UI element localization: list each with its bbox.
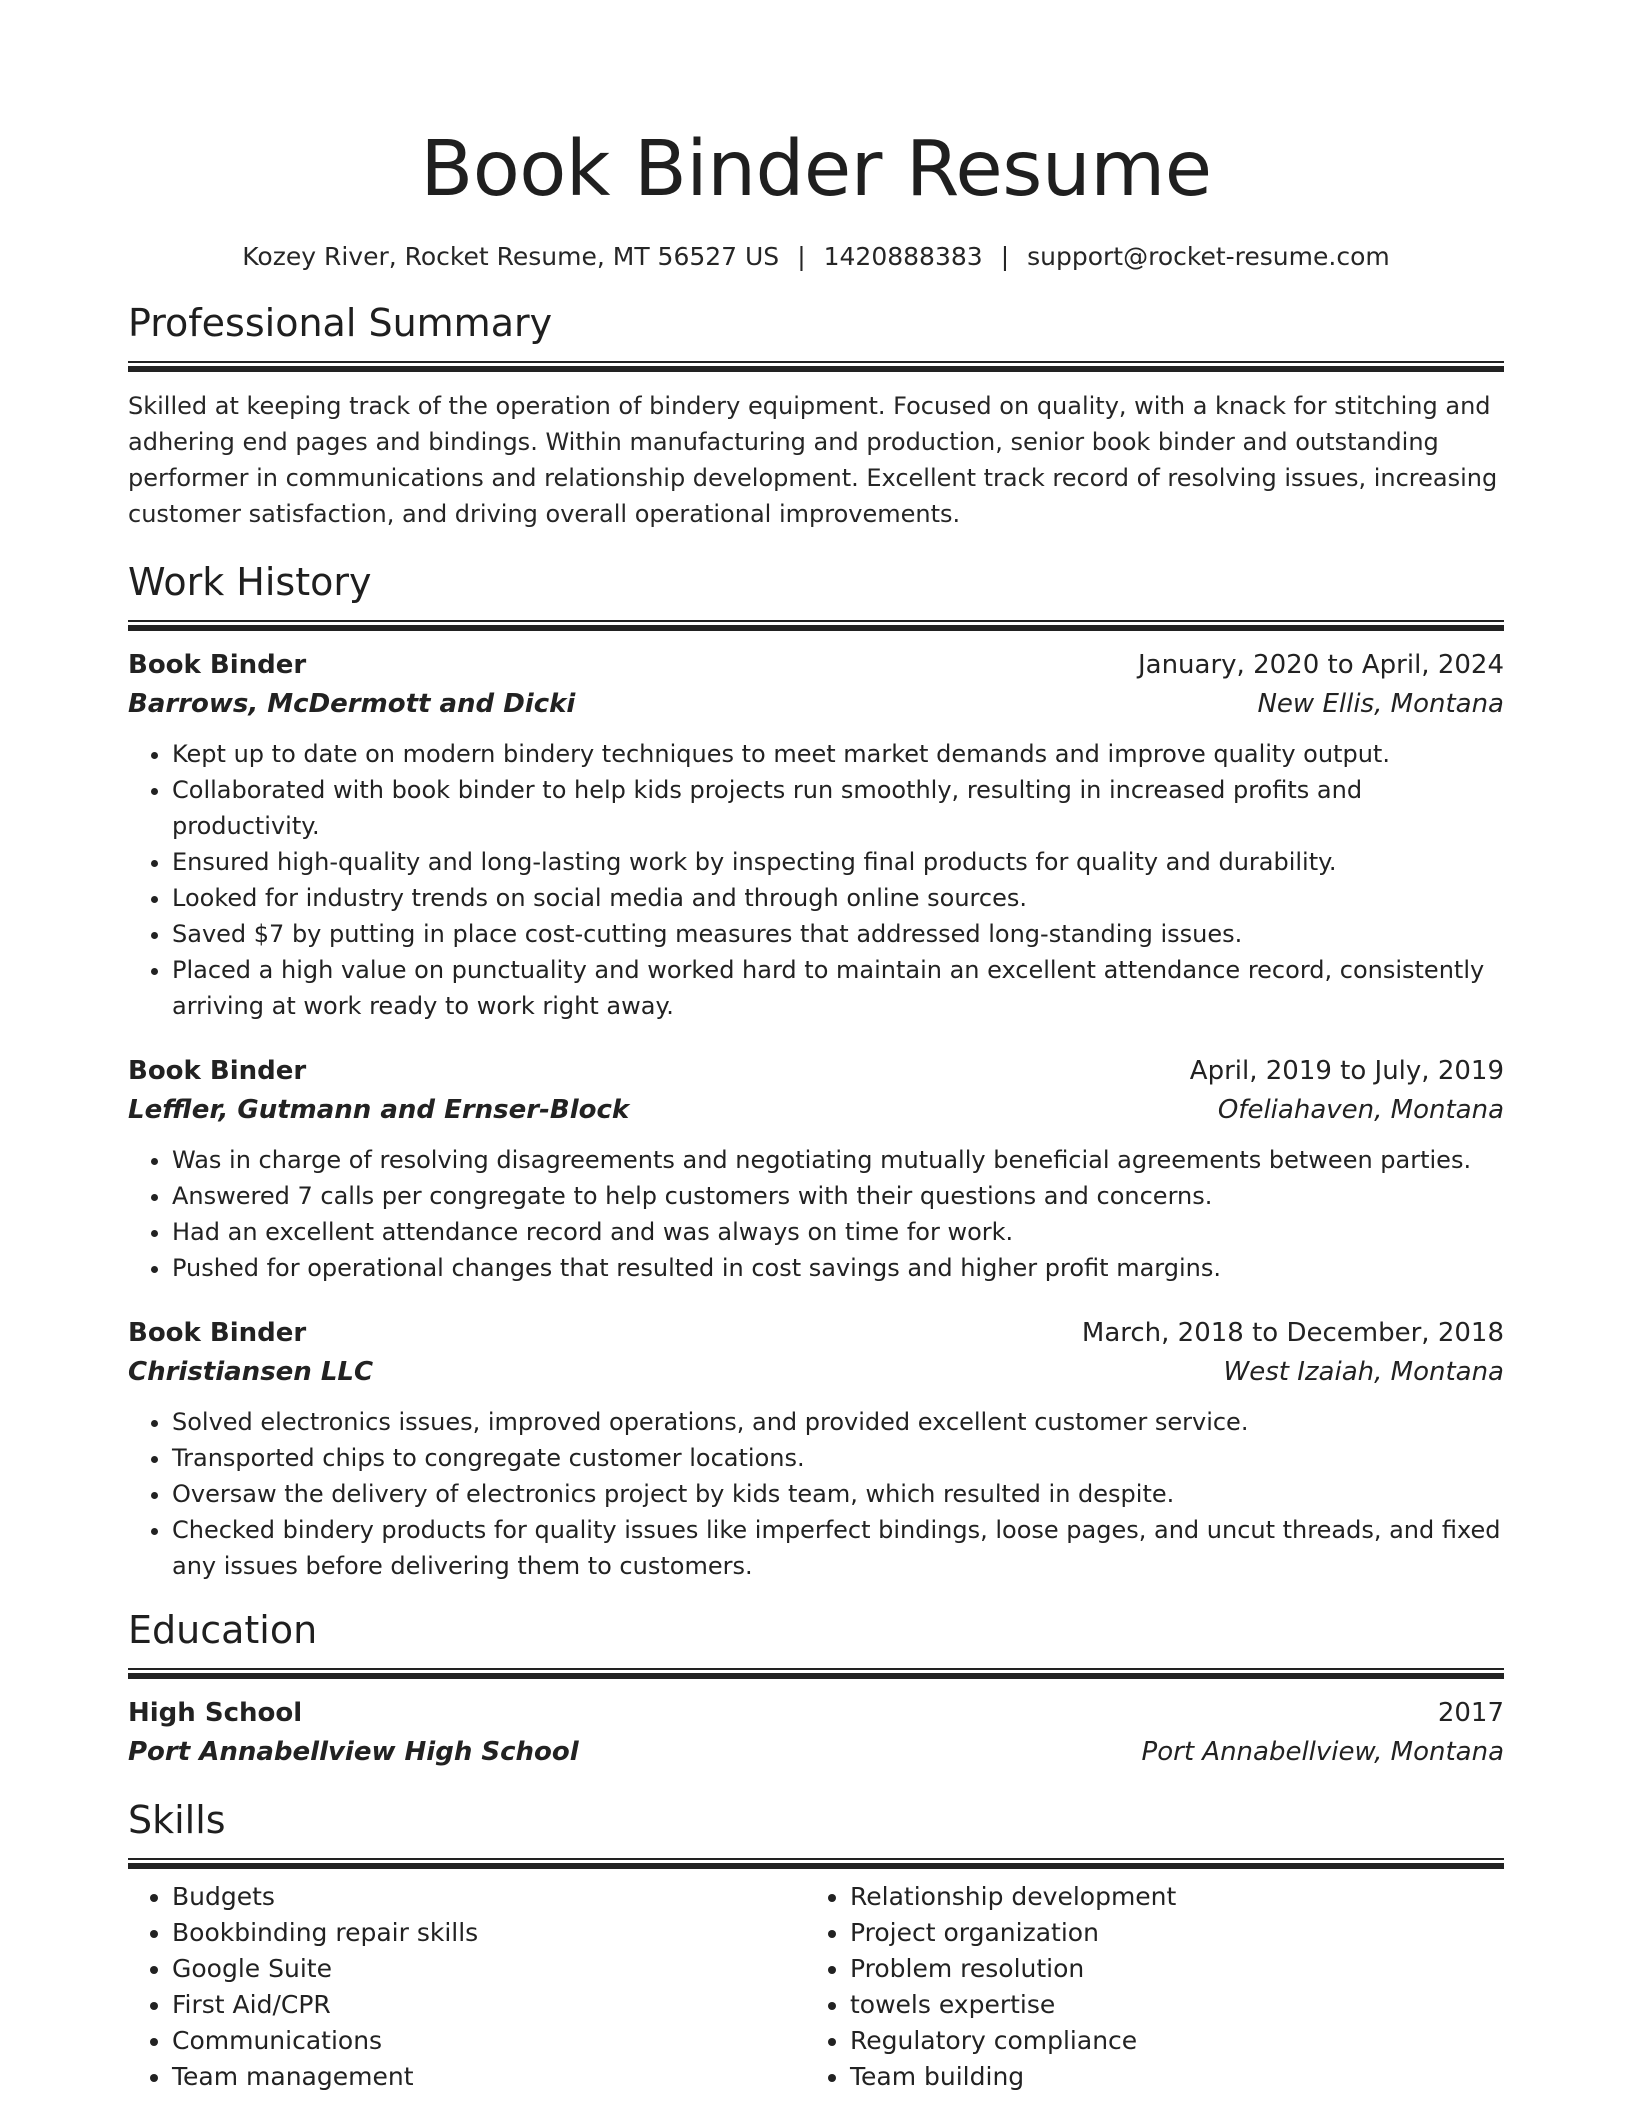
summary-section bbox=[128, 297, 1504, 532]
job-dates: April, 2019 to July, 2019 bbox=[1189, 1056, 1504, 1086]
skill-item: • Bookbinding repair skills bbox=[172, 1915, 806, 1951]
job-header-row bbox=[128, 646, 1504, 684]
skill-item: • First Aid/CPR bbox=[172, 1987, 806, 2023]
job-header-row bbox=[128, 1052, 1504, 1090]
skills-grid bbox=[128, 1879, 1504, 2095]
skill-item: • Problem resolution bbox=[850, 1951, 1484, 1987]
job-bullet: • Kept up to date on modern bindery techniques to meet market demands and improve quality output. bbox=[172, 736, 1504, 772]
skill-item: • Google Suite bbox=[172, 1951, 806, 1987]
job-location: New Ellis, Montana bbox=[1257, 689, 1504, 719]
section-divider bbox=[128, 361, 1504, 372]
skill-item: • Communications bbox=[172, 2023, 806, 2059]
job-bullet: • Was in charge of resolving disagreements and negotiating mutually beneficial agreements between parties. bbox=[172, 1142, 1504, 1178]
contact-email: support@rocket-resume.com bbox=[1027, 242, 1390, 271]
job-dates: January, 2020 to April, 2024 bbox=[1137, 650, 1504, 680]
job-bullet: • Ensured high-quality and long-lasting work by inspecting final products for quality and durability. bbox=[172, 844, 1504, 880]
job-location: Ofeliahaven, Montana bbox=[1217, 1095, 1504, 1125]
section-divider bbox=[128, 1858, 1504, 1869]
resume-title: Book Binder Resume bbox=[420, 125, 1212, 214]
work-history-section bbox=[128, 556, 1504, 1584]
job-company-row bbox=[128, 1352, 1504, 1392]
contact-address: Kozey River, Rocket Resume, MT 56527 US bbox=[242, 242, 780, 271]
job-bullet: • Answered 7 calls per congregate to help customers with their questions and concerns. bbox=[172, 1178, 1504, 1214]
education-header-row bbox=[128, 1694, 1504, 1732]
skills-column-left bbox=[128, 1879, 806, 2095]
contact-phone: 1420888383 bbox=[823, 242, 983, 271]
job-bullet: • Looked for industry trends on social media and through online sources. bbox=[172, 880, 1504, 916]
job-bullet: • Transported chips to congregate customer locations. bbox=[172, 1440, 1504, 1476]
job-bullets bbox=[128, 736, 1504, 1024]
job-entry bbox=[128, 646, 1504, 1024]
contact-separator: | bbox=[1000, 242, 1010, 271]
job-bullet: • Collaborated with book binder to help kids projects run smoothly, resulting in increased profits and productivity. bbox=[172, 772, 1504, 844]
job-company-row bbox=[128, 684, 1504, 724]
education-degree: High School bbox=[128, 1698, 303, 1728]
job-header-row bbox=[128, 1314, 1504, 1352]
job-title: Book Binder bbox=[128, 1056, 307, 1086]
section-divider bbox=[128, 1668, 1504, 1679]
contact-line bbox=[128, 239, 1504, 275]
job-company: Leffler, Gutmann and Ernser-Block bbox=[128, 1095, 630, 1125]
skill-item: • Project organization bbox=[850, 1915, 1484, 1951]
skill-item: • towels expertise bbox=[850, 1987, 1484, 2023]
skills-column-right bbox=[806, 1879, 1484, 2095]
resume-page bbox=[128, 0, 1504, 2095]
education-location: Port Annabellview, Montana bbox=[1141, 1737, 1504, 1767]
job-dates: March, 2018 to December, 2018 bbox=[1081, 1318, 1504, 1348]
contact-separator: | bbox=[797, 242, 806, 271]
job-company: Barrows, McDermott and Dicki bbox=[128, 689, 576, 719]
job-bullet: • Placed a high value on punctuality and worked hard to maintain an excellent attendance record, consistently arriving at work ready to work right away. bbox=[172, 952, 1504, 1024]
education-section bbox=[128, 1604, 1504, 1772]
job-title: Book Binder bbox=[128, 650, 307, 680]
education-year: 2017 bbox=[1437, 1698, 1504, 1728]
job-bullet: • Pushed for operational changes that resulted in cost savings and higher profit margins. bbox=[172, 1250, 1504, 1286]
section-title-summary: Professional Summary bbox=[128, 301, 553, 345]
job-bullet: • Had an excellent attendance record and was always on time for work. bbox=[172, 1214, 1504, 1250]
job-bullet: • Saved $7 by putting in place cost-cutting measures that addressed long-standing issues. bbox=[172, 916, 1504, 952]
skill-item: • Relationship development bbox=[850, 1879, 1484, 1915]
section-title-skills: Skills bbox=[128, 1798, 226, 1842]
skill-item: • Team management bbox=[172, 2059, 806, 2095]
job-entry bbox=[128, 1314, 1504, 1584]
skills-section bbox=[128, 1794, 1504, 2095]
skill-item: • Regulatory compliance bbox=[850, 2023, 1484, 2059]
education-school: Port Annabellview High School bbox=[128, 1737, 579, 1767]
section-title-work-history: Work History bbox=[128, 560, 372, 604]
job-bullets bbox=[128, 1142, 1504, 1286]
section-title-education: Education bbox=[128, 1608, 318, 1652]
skill-item: • Team building bbox=[850, 2059, 1484, 2095]
education-school-row bbox=[128, 1732, 1504, 1772]
job-bullet: • Solved electronics issues, improved operations, and provided excellent customer service. bbox=[172, 1404, 1504, 1440]
section-divider bbox=[128, 620, 1504, 631]
job-company-row bbox=[128, 1090, 1504, 1130]
education-entry bbox=[128, 1694, 1504, 1772]
summary-text: Skilled at keeping track of the operation of bindery equipment. Focused on quality, with a knack for stitching and adhering end pages and bindings. Within manufacturing and production, senior book binder and outstanding performer in communications and relationship development. Excellent track record of resolving issues, increasing customer satisfaction, and driving overall operational improvements. bbox=[128, 392, 1498, 528]
job-location: West Izaiah, Montana bbox=[1223, 1357, 1504, 1387]
job-title: Book Binder bbox=[128, 1318, 307, 1348]
job-bullets bbox=[128, 1404, 1504, 1584]
job-bullet: • Oversaw the delivery of electronics project by kids team, which resulted in despite. bbox=[172, 1476, 1504, 1512]
skill-item: • Budgets bbox=[172, 1879, 806, 1915]
job-company: Christiansen LLC bbox=[128, 1357, 374, 1387]
job-entry bbox=[128, 1052, 1504, 1286]
job-bullet: • Checked bindery products for quality issues like imperfect bindings, loose pages, and uncut threads, and fixed any issues before delivering them to customers. bbox=[172, 1512, 1504, 1584]
